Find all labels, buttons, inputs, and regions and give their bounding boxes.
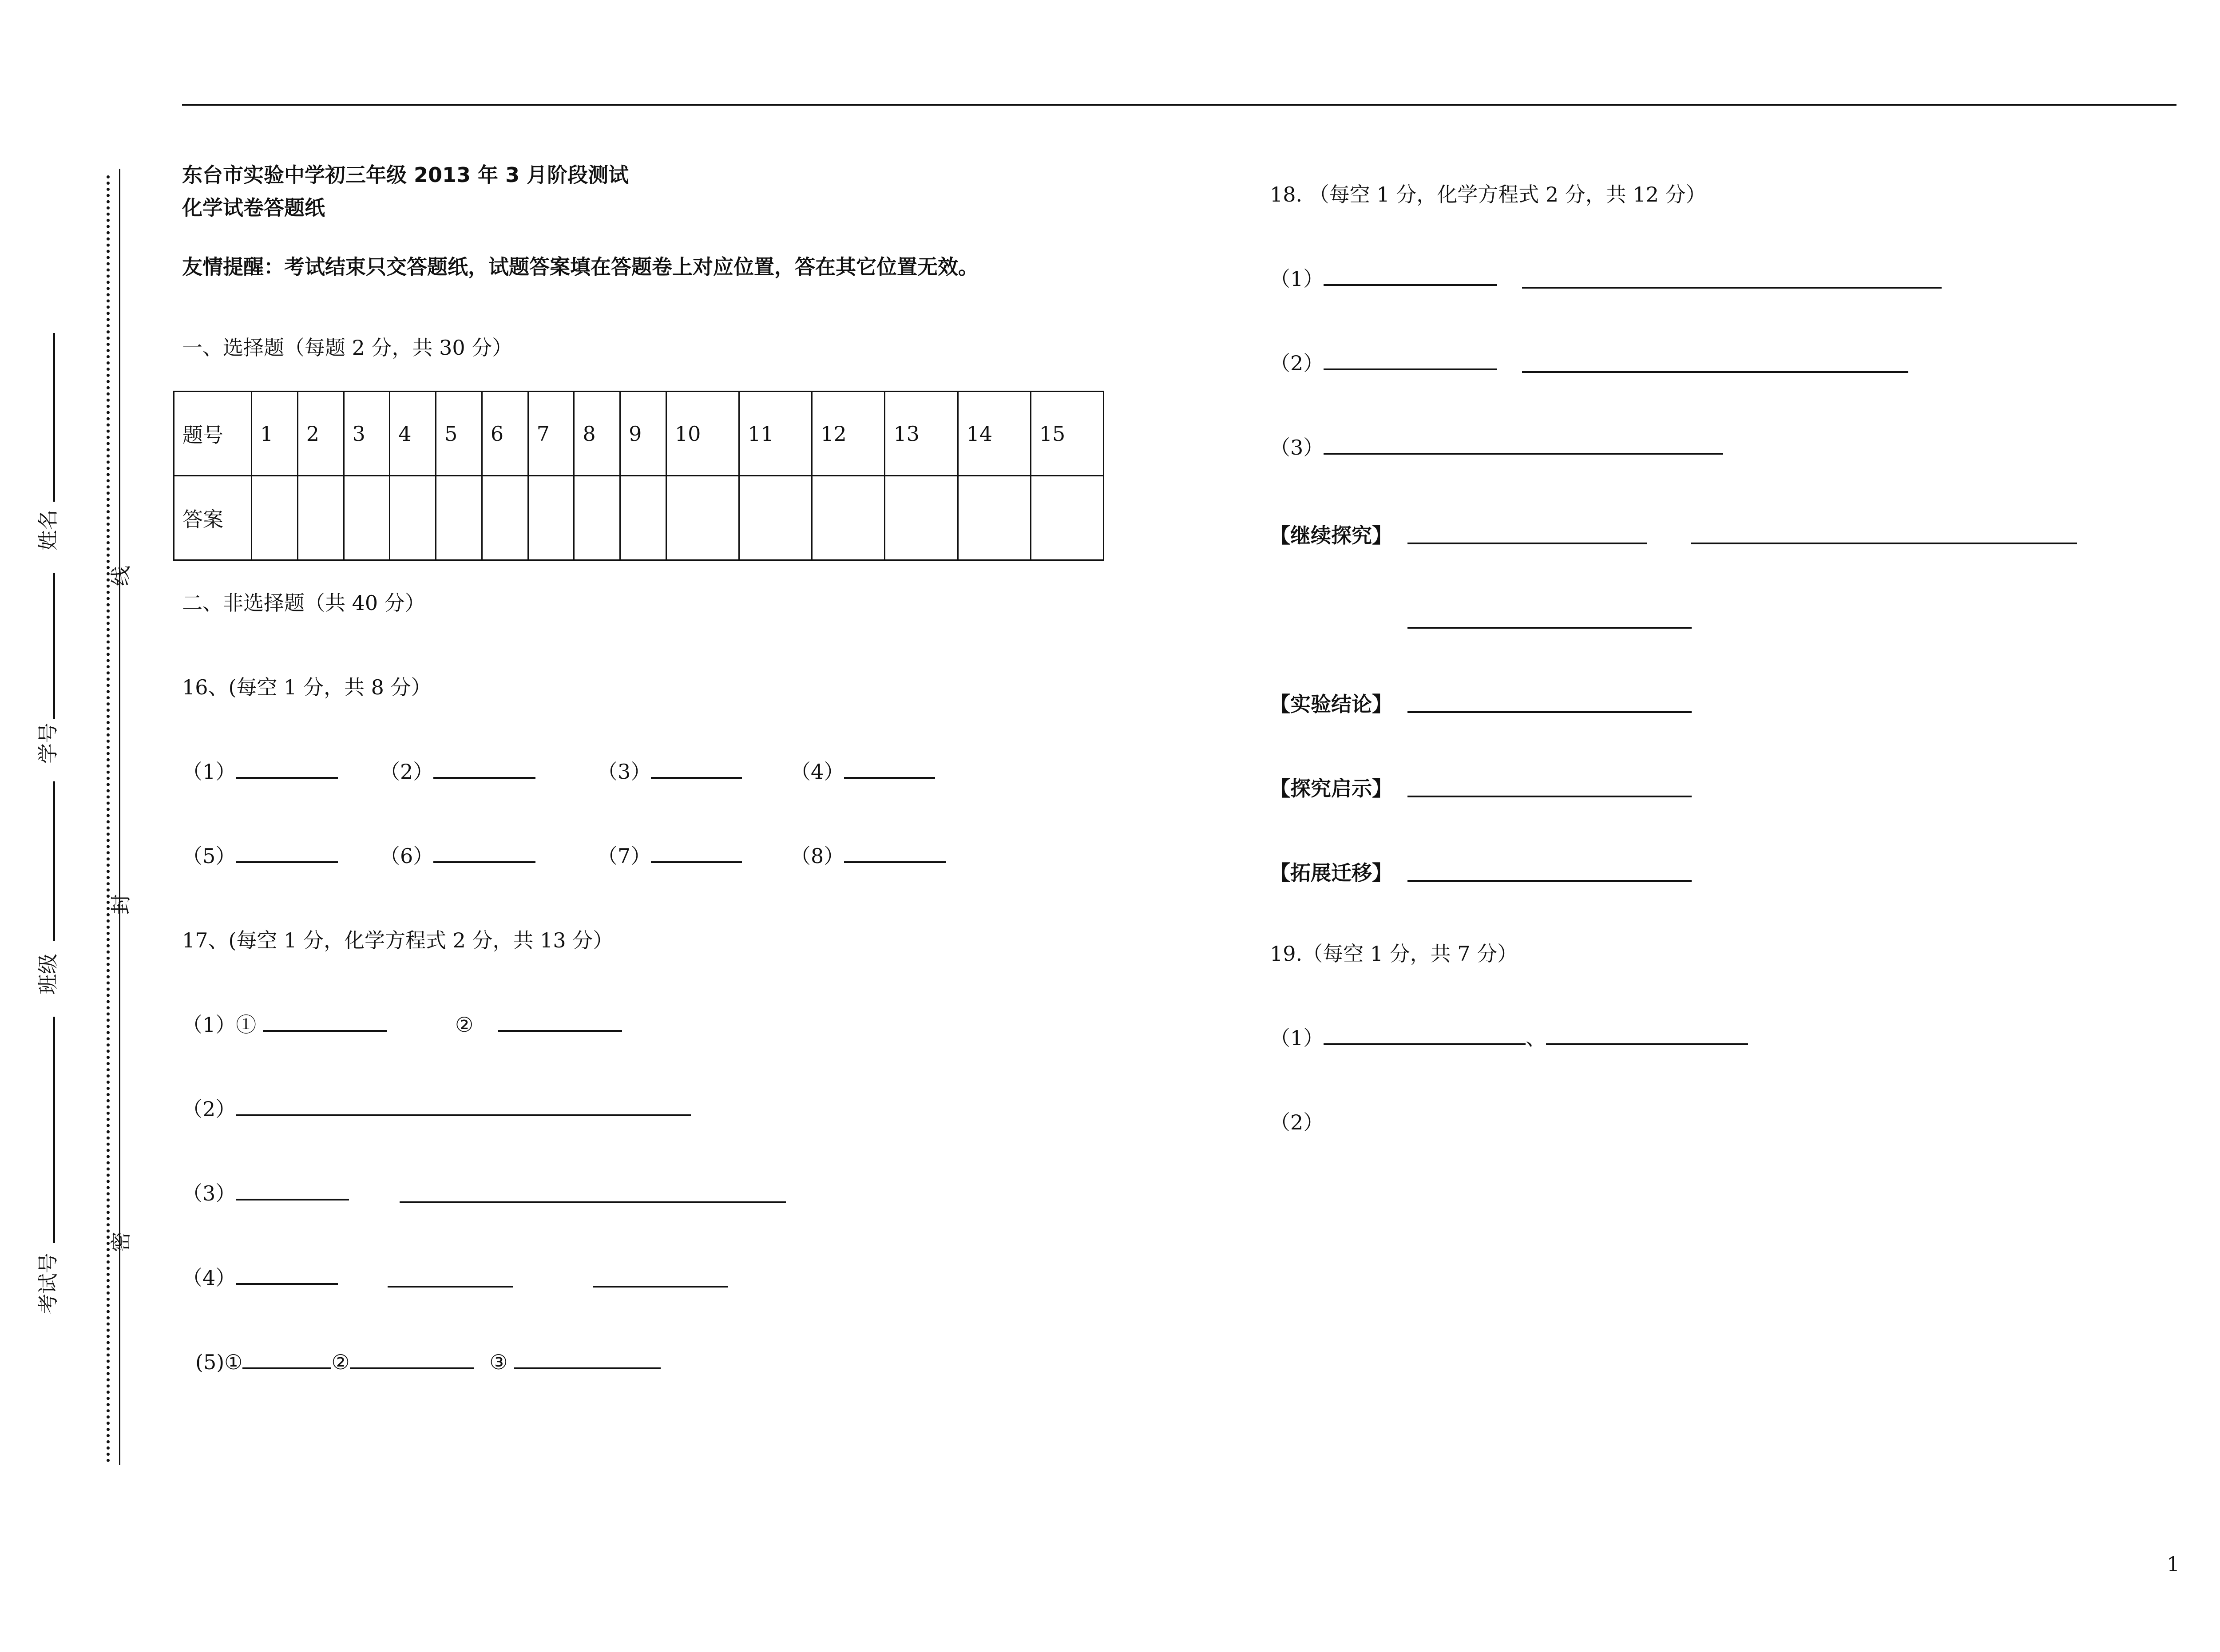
- number-cell: 6: [482, 392, 528, 476]
- q19-part2: （2）: [1270, 1110, 1324, 1134]
- q18-p1-label: （1）: [1270, 267, 1324, 291]
- q16-label-2: （2）: [380, 760, 434, 784]
- q17-p2-label: （2）: [182, 1097, 236, 1121]
- q16-label-5: （5）: [182, 844, 236, 868]
- number-cell: 12: [812, 392, 885, 476]
- q19-p1-label: （1）: [1270, 1026, 1324, 1050]
- q17-p4-blank2[interactable]: [388, 1286, 513, 1288]
- answer-blank[interactable]: [514, 1350, 661, 1369]
- q17-part2: [182, 1097, 691, 1121]
- answer-cell[interactable]: [344, 476, 390, 560]
- q16-blank-2: [380, 759, 535, 784]
- q18-title: 18. （每空 1 分，化学方程式 2 分，共 12 分）: [1270, 182, 1706, 206]
- q18-continue-blank1[interactable]: [1407, 543, 1647, 544]
- seal-char-secret: 密: [109, 1232, 133, 1252]
- answer-blank[interactable]: [236, 1265, 338, 1285]
- answer-blank[interactable]: [1546, 1026, 1748, 1045]
- q18-extension-label: 【拓展迁移】: [1270, 861, 1392, 885]
- answer-cell[interactable]: [666, 476, 739, 560]
- q16-blank-8: [790, 844, 946, 868]
- q18-part2: [1270, 351, 1497, 376]
- q17-part5: [195, 1350, 661, 1375]
- answer-cell[interactable]: [574, 476, 620, 560]
- title-line1: 东台市实验中学初三年级 2013 年 3 月阶段测试: [182, 163, 629, 187]
- q17-part1-b: [455, 1012, 622, 1037]
- title-line2: 化学试卷答题纸: [182, 196, 325, 220]
- q17-p3-label: （3）: [182, 1181, 236, 1205]
- page-number: 1: [2167, 1552, 2180, 1576]
- answer-blank[interactable]: [498, 1012, 622, 1032]
- name-field[interactable]: [53, 333, 55, 502]
- q18-continue-label: 【继续探究】: [1270, 523, 1392, 547]
- q16-blank-5: [182, 844, 338, 868]
- number-cell: 9: [620, 392, 666, 476]
- answer-blank[interactable]: [236, 1181, 349, 1200]
- q18-p1-blank2[interactable]: [1522, 287, 1942, 289]
- answer-cell[interactable]: [252, 476, 298, 560]
- q18-p2-blank2[interactable]: [1522, 371, 1908, 373]
- q17-title: 17、(每空 1 分，化学方程式 2 分，共 13 分）: [182, 928, 614, 952]
- q16-label-7: （7）: [597, 844, 651, 868]
- q16-label-3: （3）: [597, 760, 651, 784]
- number-cell: 2: [297, 392, 344, 476]
- q19-title: 19.（每空 1 分，共 7 分）: [1270, 942, 1518, 966]
- q16-label-1: （1）: [182, 760, 236, 784]
- q16-title: 16、(每空 1 分，共 8 分）: [182, 675, 432, 699]
- reminder: 友情提醒：考试结束只交答题纸，试题答案填在答题卷上对应位置，答在其它位置无效。: [182, 255, 979, 279]
- answer-row: [174, 476, 1104, 560]
- q17-part3: [182, 1181, 349, 1206]
- answer-blank[interactable]: [651, 844, 742, 863]
- section1-title: 一、选择题（每题 2 分，共 30 分）: [182, 336, 513, 360]
- answer-blank[interactable]: [433, 844, 535, 863]
- answer-blank[interactable]: [1324, 351, 1497, 370]
- number-cell: 14: [958, 392, 1031, 476]
- binding-solid-line: [119, 169, 120, 1465]
- answer-blank[interactable]: [651, 759, 742, 779]
- answer-cell[interactable]: [885, 476, 958, 560]
- name-label: 姓名: [36, 510, 60, 551]
- answer-blank[interactable]: [236, 1097, 691, 1116]
- q18-extension-blank[interactable]: [1407, 880, 1692, 882]
- q18-insight-label: 【探究启示】: [1270, 776, 1392, 800]
- q16-blank-1: [182, 759, 338, 784]
- q18-continue-blank2[interactable]: [1691, 543, 2077, 544]
- number-cell: 7: [528, 392, 574, 476]
- q16-blank-3: [597, 759, 742, 784]
- q16-label-6: （6）: [380, 844, 434, 868]
- seal-char-line: 线: [109, 566, 133, 586]
- q17-part1: [182, 1012, 387, 1037]
- answer-blank[interactable]: [242, 1350, 331, 1369]
- number-cell: 1: [252, 392, 298, 476]
- q16-blank-6: [380, 844, 535, 868]
- q17-p3-blank2[interactable]: [400, 1201, 786, 1203]
- number-cell: 3: [344, 392, 390, 476]
- student-no-field[interactable]: [53, 573, 55, 719]
- q16-blank-4: [790, 759, 935, 784]
- q17-part4: [182, 1265, 338, 1290]
- q18-part1: [1270, 266, 1497, 291]
- answer-cell[interactable]: [620, 476, 666, 560]
- row-header-number: 题号: [174, 392, 252, 476]
- answer-cell[interactable]: [739, 476, 812, 560]
- q16-blank-7: [597, 844, 742, 868]
- top-rule: [182, 104, 2176, 106]
- answer-cell[interactable]: [1031, 476, 1103, 560]
- q16-label-8: （8）: [790, 844, 844, 868]
- q18-conclusion-label: 【实验结论】: [1270, 692, 1392, 716]
- number-cell: 13: [885, 392, 958, 476]
- answer-blank[interactable]: [1324, 435, 1723, 455]
- answer-blank[interactable]: [236, 844, 338, 863]
- q17-p1-label: （1）①: [182, 1013, 257, 1037]
- answer-cell[interactable]: [482, 476, 528, 560]
- number-cell: 10: [666, 392, 739, 476]
- q18-conclusion-blank[interactable]: [1407, 711, 1692, 713]
- answer-table: [173, 391, 1104, 561]
- q18-p2-label: （2）: [1270, 351, 1324, 375]
- answer-blank[interactable]: [263, 1012, 387, 1032]
- number-cell: 15: [1031, 392, 1103, 476]
- exam-no-field[interactable]: [53, 1017, 55, 1243]
- row-header-answer: 答案: [174, 476, 252, 560]
- q18-p3-label: （3）: [1270, 436, 1324, 460]
- student-no-label: 学号: [36, 723, 60, 764]
- number-cell: 11: [739, 392, 812, 476]
- q19-p1-sep: 、: [1526, 1026, 1546, 1050]
- q17-p5-circle2: ②: [331, 1350, 350, 1374]
- answer-cell[interactable]: [390, 476, 436, 560]
- answer-blank[interactable]: [433, 759, 535, 779]
- number-cell: 5: [436, 392, 482, 476]
- number-row: [174, 392, 1104, 476]
- answer-blank[interactable]: [350, 1350, 474, 1369]
- q18-part3: [1270, 435, 1723, 460]
- exam-no-label: 考试号: [36, 1253, 60, 1314]
- q18-insight-blank[interactable]: [1407, 796, 1692, 797]
- answer-cell[interactable]: [297, 476, 344, 560]
- number-cell: 4: [390, 392, 436, 476]
- q17-p5-label: (5)①: [195, 1350, 243, 1374]
- answer-blank[interactable]: [844, 759, 935, 779]
- answer-blank[interactable]: [236, 759, 338, 779]
- answer-blank[interactable]: [1324, 1026, 1526, 1045]
- answer-cell[interactable]: [436, 476, 482, 560]
- answer-cell[interactable]: [812, 476, 885, 560]
- answer-cell[interactable]: [958, 476, 1031, 560]
- class-field[interactable]: [53, 781, 55, 941]
- binding-dotted-line: [107, 175, 110, 1463]
- q17-p5-circle3: ③: [489, 1350, 508, 1374]
- seal-char-seal: 封: [109, 894, 133, 915]
- q17-p4-blank3[interactable]: [593, 1286, 728, 1288]
- number-cell: 8: [574, 392, 620, 476]
- answer-blank[interactable]: [844, 844, 946, 863]
- q17-p1-circle2: ②: [455, 1013, 474, 1037]
- answer-cell[interactable]: [528, 476, 574, 560]
- class-label: 班级: [36, 954, 60, 994]
- q19-part1: [1270, 1026, 1748, 1050]
- q18-continue-blank3[interactable]: [1407, 627, 1692, 629]
- q17-p4-label: （4）: [182, 1266, 236, 1290]
- section2-title: 二、非选择题（共 40 分）: [182, 591, 425, 615]
- answer-blank[interactable]: [1324, 266, 1497, 286]
- q16-label-4: （4）: [790, 760, 844, 784]
